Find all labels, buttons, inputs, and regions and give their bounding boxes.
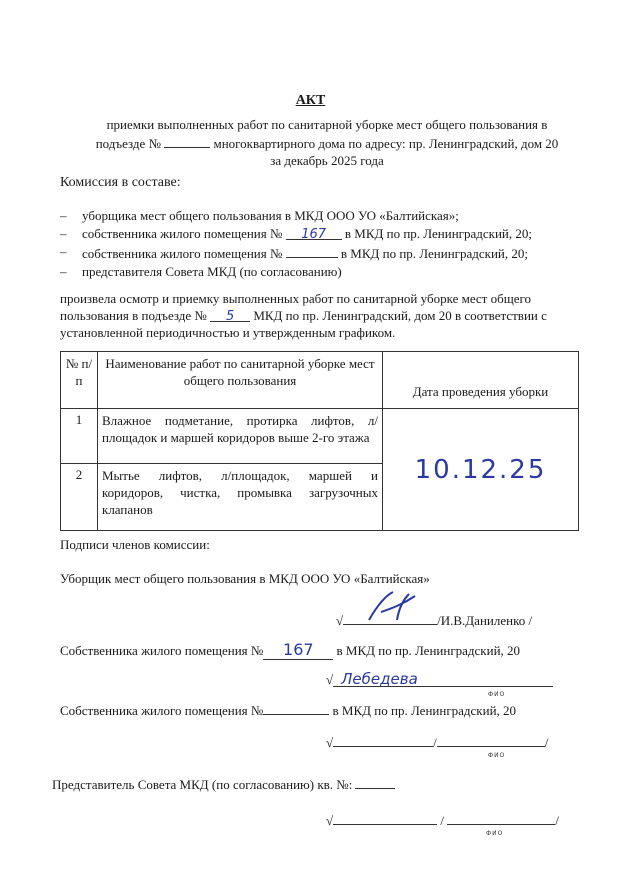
owner-2-signature-row: Собственника жилого помещения № в МКД по пр. Ленинградский, 20 xyxy=(60,703,517,718)
owner-2-signature-line: √ / / xyxy=(326,735,549,750)
header-date: Дата проведения уборки xyxy=(383,352,579,409)
owner-2-apartment-field xyxy=(286,243,338,258)
row-num: 1 xyxy=(61,409,98,464)
cleaner-name: /И.В.Даниленко / xyxy=(437,613,533,628)
cleaner-signature xyxy=(343,608,437,625)
intro-entrance-blank xyxy=(164,133,210,148)
list-dash: – xyxy=(60,226,67,241)
fio-label: ФИО xyxy=(488,752,506,759)
document-intro xyxy=(62,116,592,169)
list-dash: – xyxy=(60,264,67,279)
cleaner-label: Уборщик мест общего пользования в МКД ООО УО «Балтийская» xyxy=(60,571,430,586)
representative-apartment-field xyxy=(355,776,395,789)
header-work-name: Наименование работ по санитарной уборке мест общего пользования xyxy=(98,352,383,409)
inspection-paragraph: произвела осмотр и приемку выполненных работ по санитарной уборке мест общего пользования в подъезде № 5 МКД по пр. Ленинградский, дом 20 в соответствии с установленной периодичностью и утвержденным графиком. xyxy=(60,291,547,340)
commission-heading: Комиссия в составе: xyxy=(60,175,181,190)
table-header-row xyxy=(61,352,579,409)
signatures-heading: Подписи членов комиссии: xyxy=(60,537,210,552)
works-table xyxy=(60,351,579,531)
owner-1-signature-line: √ Лебедева xyxy=(326,670,553,688)
commission-members-list xyxy=(60,207,532,281)
table-row xyxy=(61,409,579,464)
date-cell xyxy=(383,409,579,531)
handwritten-date: 10.12.25 xyxy=(414,454,547,485)
owner-1-signature-row: Собственника жилого помещения № 167 в МКД по пр. Ленинградский, 20 xyxy=(60,640,521,659)
owner-1-handwritten-name: Лебедева xyxy=(341,670,418,688)
document-title: АКТ xyxy=(295,93,326,108)
member-item-owner-1: – собственника жилого помещения № 167 в МКД по пр. Ленинградский, 20; xyxy=(60,226,533,242)
member-item-cleaner: – уборщика мест общего пользования в МКД ООО УО «Балтийская»; xyxy=(60,208,459,223)
header-num: № п/п xyxy=(61,352,98,409)
intro-line-2 xyxy=(62,133,592,152)
intro-entrance-label: подъезде № xyxy=(95,136,161,151)
intro-line-1: приемки выполненных работ по санитарной уборке мест общего пользования в xyxy=(106,117,548,132)
member-item-representative: – представителя Совета МКД (по согласованию) xyxy=(60,264,342,279)
row-work-name: Мытье лифтов, л/площадок, маршей и коридоров, чистка, промывка загрузочных клапанов xyxy=(98,464,383,531)
intro-line-3: за декабрь 2025 года xyxy=(270,153,384,168)
row-num: 2 xyxy=(61,464,98,531)
cleaner-signature-line: √ /И.В.Даниленко / xyxy=(336,608,532,629)
row-work-name: Влажное подметание, протирка лифтов, л/площадок и маршей коридоров выше 2-го этажа xyxy=(98,409,383,464)
fio-label: ФИО xyxy=(486,830,504,837)
fio-label: ФИО xyxy=(488,691,506,698)
owner-1-apartment-field: 167 xyxy=(286,225,342,240)
representative-row: Представитель Совета МКД (по согласованию) кв. №: xyxy=(52,776,395,793)
owner-2-apartment-field xyxy=(263,702,329,715)
entrance-number-field: 5 xyxy=(210,307,250,322)
list-dash: – xyxy=(60,244,67,259)
owner-1-signature xyxy=(333,670,553,687)
representative-signature-line: √ / / xyxy=(326,813,559,828)
owner-1-apartment-field: 167 xyxy=(263,640,333,660)
intro-address: многоквартирного дома по адресу: пр. Ленинградский, дом 20 xyxy=(213,136,559,151)
member-item-owner-2: – собственника жилого помещения № в МКД по пр. Ленинградский, 20; xyxy=(60,244,529,261)
list-dash: – xyxy=(60,208,67,223)
signature-mark-icon xyxy=(363,590,423,624)
